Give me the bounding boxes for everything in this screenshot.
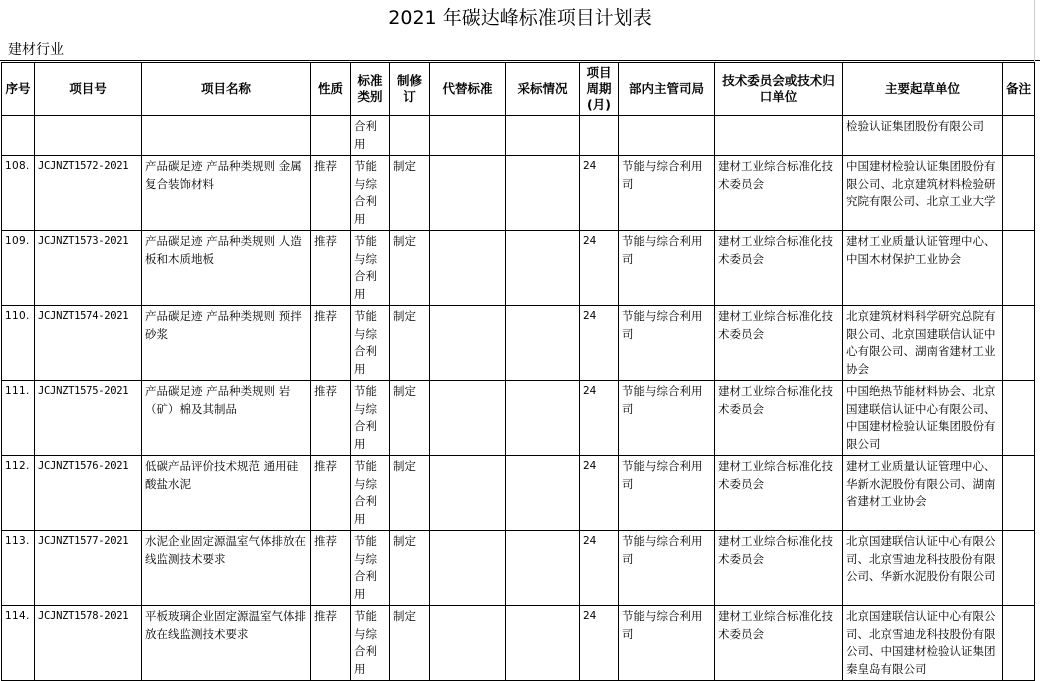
cell-note <box>1003 606 1035 681</box>
cell-revise: 制定 <box>390 381 430 456</box>
cell-replace <box>430 306 506 381</box>
cell-cycle: 24 <box>580 156 619 231</box>
cell-revise: 制定 <box>390 531 430 606</box>
cell-dept <box>619 116 715 156</box>
cell-no: 109. <box>2 231 35 306</box>
table-row <box>2 156 1035 231</box>
table-row <box>2 606 1035 681</box>
cell-cycle: 24 <box>580 606 619 681</box>
cell-note <box>1003 231 1035 306</box>
cell-name: 产品碳足迹 产品种类规则 岩（矿）棉及其制品 <box>142 381 311 456</box>
cell-revise <box>390 116 430 156</box>
header-dept: 部内主管司局 <box>619 63 715 116</box>
document-title: 2021 年碳达峰标准项目计划表 <box>388 7 652 29</box>
cell-committee: 建材工业综合标准化技术委员会 <box>715 606 843 681</box>
cell-name: 产品碳足迹 产品种类规则 金属复合装饰材料 <box>142 156 311 231</box>
cell-nature: 推荐 <box>311 531 351 606</box>
cell-dept: 节能与综合利用司 <box>619 156 715 231</box>
cell-drafters: 检验认证集团股份有限公司 <box>843 116 1003 156</box>
cell-nature: 推荐 <box>311 231 351 306</box>
cell-cycle: 24 <box>580 531 619 606</box>
cell-nature <box>311 116 351 156</box>
cell-committee: 建材工业综合标准化技术委员会 <box>715 156 843 231</box>
cell-nature: 推荐 <box>311 381 351 456</box>
header-replace: 代替标准 <box>430 63 506 116</box>
table-header-row <box>2 63 1035 116</box>
cell-name: 产品碳足迹 产品种类规则 人造板和木质地板 <box>142 231 311 306</box>
cell-nature: 推荐 <box>311 606 351 681</box>
cell-category: 节能与综合利用 <box>351 231 390 306</box>
header-committee: 技术委员会或技术归口单位 <box>715 63 843 116</box>
cell-code: JCJNZT1574-2021 <box>35 306 142 381</box>
cell-adopt <box>506 381 580 456</box>
cell-no: 108. <box>2 156 35 231</box>
cell-replace <box>430 531 506 606</box>
cell-adopt <box>506 116 580 156</box>
cell-name: 平板玻璃企业固定源温室气体排放在线监测技术要求 <box>142 606 311 681</box>
cell-category: 节能与综合利用 <box>351 381 390 456</box>
cell-drafters: 北京建筑材料科学研究总院有限公司、北京国建联信认证中心有限公司、湖南省建材工业协会 <box>843 306 1003 381</box>
table-row <box>2 306 1035 381</box>
header-category: 标准类别 <box>351 63 390 116</box>
cell-committee: 建材工业综合标准化技术委员会 <box>715 231 843 306</box>
cell-no: 113. <box>2 531 35 606</box>
cell-note <box>1003 116 1035 156</box>
cell-adopt <box>506 156 580 231</box>
cell-adopt <box>506 531 580 606</box>
cell-code: JCJNZT1573-2021 <box>35 231 142 306</box>
cell-committee <box>715 116 843 156</box>
cell-note <box>1003 156 1035 231</box>
header-drafters: 主要起草单位 <box>843 63 1003 116</box>
cell-dept: 节能与综合利用司 <box>619 231 715 306</box>
cell-replace <box>430 381 506 456</box>
cell-cycle <box>580 116 619 156</box>
header-cycle: 项目周期(月) <box>580 63 619 116</box>
cell-category: 节能与综合利用 <box>351 531 390 606</box>
cell-committee: 建材工业综合标准化技术委员会 <box>715 456 843 531</box>
cell-dept: 节能与综合利用司 <box>619 381 715 456</box>
cell-category: 节能与综合利用 <box>351 456 390 531</box>
cell-no: 111. <box>2 381 35 456</box>
standards-plan-table <box>1 62 1035 681</box>
table-row <box>2 116 1035 156</box>
cell-name: 水泥企业固定源温室气体排放在线监测技术要求 <box>142 531 311 606</box>
cell-category: 合利用 <box>351 116 390 156</box>
cell-code: JCJNZT1575-2021 <box>35 381 142 456</box>
cell-cycle: 24 <box>580 381 619 456</box>
table-row <box>2 531 1035 606</box>
cell-replace <box>430 116 506 156</box>
cell-committee: 建材工业综合标准化技术委员会 <box>715 306 843 381</box>
cell-adopt <box>506 606 580 681</box>
industry-label: 建材行业 <box>8 42 64 58</box>
cell-dept: 节能与综合利用司 <box>619 306 715 381</box>
cell-nature: 推荐 <box>311 306 351 381</box>
cell-category: 节能与综合利用 <box>351 306 390 381</box>
header-adopt: 采标情况 <box>506 63 580 116</box>
cell-drafters: 北京国建联信认证中心有限公司、北京雪迪龙科技股份有限公司、华新水泥股份有限公司 <box>843 531 1003 606</box>
cell-no: 110. <box>2 306 35 381</box>
header-code: 项目号 <box>35 63 142 116</box>
cell-nature: 推荐 <box>311 456 351 531</box>
cell-note <box>1003 456 1035 531</box>
cell-dept: 节能与综合利用司 <box>619 456 715 531</box>
cell-name: 产品碳足迹 产品种类规则 预拌砂浆 <box>142 306 311 381</box>
cell-adopt <box>506 456 580 531</box>
cell-replace <box>430 156 506 231</box>
cell-cycle: 24 <box>580 456 619 531</box>
cell-adopt <box>506 306 580 381</box>
cell-no: 114. <box>2 606 35 681</box>
header-name: 项目名称 <box>142 63 311 116</box>
cell-category: 节能与综合利用 <box>351 156 390 231</box>
cell-adopt <box>506 231 580 306</box>
cell-nature: 推荐 <box>311 156 351 231</box>
cell-revise: 制定 <box>390 156 430 231</box>
cell-revise: 制定 <box>390 606 430 681</box>
cell-note <box>1003 381 1035 456</box>
cell-drafters: 中国建材检验认证集团股份有限公司、北京建筑材料检验研究院有限公司、北京工业大学 <box>843 156 1003 231</box>
cell-revise: 制定 <box>390 456 430 531</box>
cell-name <box>142 116 311 156</box>
table-row <box>2 381 1035 456</box>
cell-cycle: 24 <box>580 306 619 381</box>
cell-drafters: 北京国建联信认证中心有限公司、北京雪迪龙科技股份有限公司、中国建材检验认证集团秦皇岛有限公司 <box>843 606 1003 681</box>
cell-drafters: 中国绝热节能材料协会、北京国建联信认证中心有限公司、中国建材检验认证集团股份有限公司 <box>843 381 1003 456</box>
cell-code: JCJNZT1577-2021 <box>35 531 142 606</box>
header-nature: 性质 <box>311 63 351 116</box>
cell-dept: 节能与综合利用司 <box>619 606 715 681</box>
cell-category: 节能与综合利用 <box>351 606 390 681</box>
header-revise: 制修订 <box>390 63 430 116</box>
header-no: 序号 <box>2 63 35 116</box>
cell-cycle: 24 <box>580 231 619 306</box>
table-row <box>2 456 1035 531</box>
cell-replace <box>430 231 506 306</box>
cell-revise: 制定 <box>390 306 430 381</box>
cell-committee: 建材工业综合标准化技术委员会 <box>715 381 843 456</box>
cell-code <box>35 116 142 156</box>
cell-note <box>1003 531 1035 606</box>
header-note: 备注 <box>1003 63 1035 116</box>
table-row <box>2 231 1035 306</box>
cell-committee: 建材工业综合标准化技术委员会 <box>715 531 843 606</box>
cell-drafters: 建材工业质量认证管理中心、华新水泥股份有限公司、湖南省建材工业协会 <box>843 456 1003 531</box>
cell-no: 112. <box>2 456 35 531</box>
cell-dept: 节能与综合利用司 <box>619 531 715 606</box>
cell-drafters: 建材工业质量认证管理中心、中国木材保护工业协会 <box>843 231 1003 306</box>
cell-revise: 制定 <box>390 231 430 306</box>
cell-note <box>1003 306 1035 381</box>
cell-code: JCJNZT1572-2021 <box>35 156 142 231</box>
cell-no <box>2 116 35 156</box>
cell-code: JCJNZT1578-2021 <box>35 606 142 681</box>
cell-name: 低碳产品评价技术规范 通用硅酸盐水泥 <box>142 456 311 531</box>
cell-replace <box>430 456 506 531</box>
cell-code: JCJNZT1576-2021 <box>35 456 142 531</box>
cell-replace <box>430 606 506 681</box>
divider <box>0 60 1040 61</box>
